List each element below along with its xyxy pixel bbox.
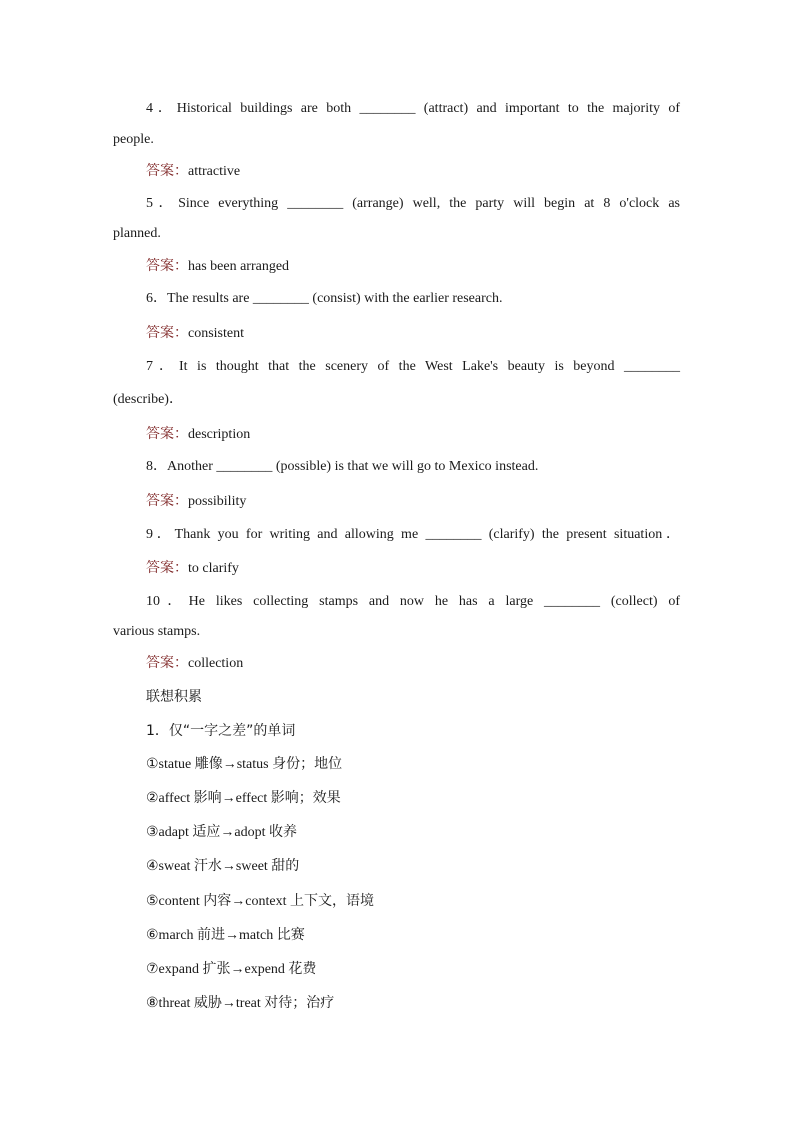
exercise-7-line2: (describe)． <box>113 392 183 407</box>
exercise-7-answer <box>146 425 250 444</box>
exercise-5-answer <box>146 257 289 276</box>
exercise-4-line1: 4．Historical buildings are both ________ (attract) and important to the majority of <box>146 101 680 116</box>
exercise-8-answer <box>146 492 246 511</box>
answer-label: 答案： <box>146 493 188 509</box>
subheading: 1．仅“一字之差”的单词 <box>146 723 296 739</box>
word-pair-item: ⑤content 内容→context 上下文，语境 <box>146 894 374 909</box>
exercise-4-answer <box>146 162 240 181</box>
exercise-10-line2: various stamps. <box>113 624 201 639</box>
exercise-5-line2: planned. <box>113 226 161 241</box>
answer-label: 答案： <box>146 655 188 671</box>
answer-value: description <box>188 427 251 442</box>
exercise-9-answer <box>146 559 239 578</box>
exercise-10-line1: 10．He likes collecting stamps and now he has a large ________ (collect) of <box>146 594 680 609</box>
answer-value: consistent <box>188 326 244 341</box>
word-pair-item: ⑧threat 威胁→treat 对待；治疗 <box>146 996 335 1011</box>
exercise-7-line1: 7．It is thought that the scenery of the West Lake's beauty is beyond ________ <box>146 359 680 374</box>
answer-value: to clarify <box>188 561 239 576</box>
answer-label: 答案： <box>146 163 188 179</box>
word-pair-item: ③adapt 适应→adopt 收养 <box>146 825 297 840</box>
section-heading: 联想积累 <box>146 689 202 705</box>
exercise-5-line1: 5．Since everything ________ (arrange) well, the party will begin at 8 o'clock as <box>146 196 680 211</box>
answer-label: 答案： <box>146 325 188 341</box>
answer-value: possibility <box>188 494 247 509</box>
exercise-4-line2: people. <box>113 132 154 147</box>
answer-label: 答案： <box>146 426 188 442</box>
word-pair-item: ④sweat 汗水→sweet 甜的 <box>146 859 300 874</box>
word-pair-item: ②affect 影响→effect 影响；效果 <box>146 791 341 806</box>
answer-value: collection <box>188 656 244 671</box>
exercise-6-line1: 6．The results are ________ (consist) with the earlier research. <box>146 291 503 306</box>
word-pair-item: ⑦expand 扩张→expend 花费 <box>146 962 317 977</box>
answer-value: attractive <box>188 164 241 179</box>
answer-label: 答案： <box>146 560 188 576</box>
answer-label: 答案： <box>146 258 188 274</box>
exercise-9-line1: 9．Thank you for writing and allowing me ________ (clarify) the present situation． <box>146 527 680 542</box>
exercise-10-answer <box>146 654 243 673</box>
answer-value: has been arranged <box>188 259 290 274</box>
exercise-8-line1: 8．Another ________ (possible) is that we will go to Mexico instead. <box>146 459 539 474</box>
exercise-6-answer <box>146 324 244 343</box>
word-pair-item: ⑥march 前进→match 比赛 <box>146 928 305 943</box>
word-pair-item: ①statue 雕像→status 身份；地位 <box>146 757 343 772</box>
